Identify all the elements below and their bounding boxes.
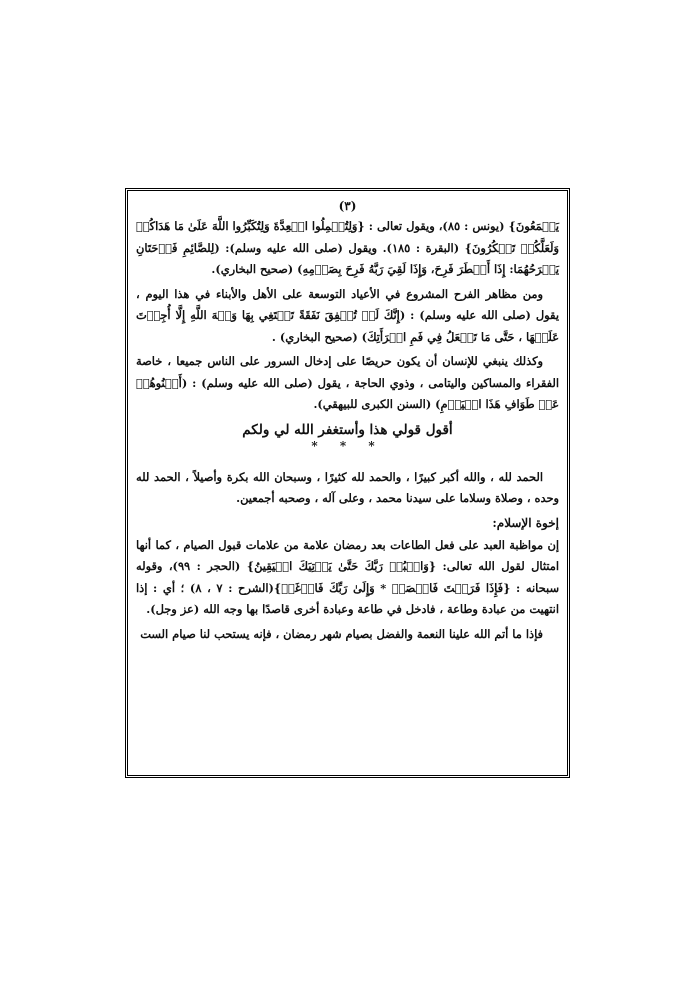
separator-stars: * * * [311,438,384,453]
paragraph-joy-to-people: وكذلك ينبغي للإنسان أن يكون حريصًا على إدخال السرور على الناس جميعا ، خاصة الفقراء والمساكين واليتامى ، وذوي الحاجة ، يقول (صلى الله عليه وسلم) : (أَغۡنُوهُمۡ عَنۡ طَوَافِ هَذَا الۡيَوۡمِ) (السنن الكبرى للبيهقي). [136,354,559,411]
paragraph-family-spending: ومن مظاهر الفرح المشروع في الأعياد التوسعة على الأهل والأبناء في هذا اليوم ، يقول (صلى الله عليه وسلم) : (إِنَّكَ لَنۡ تُنۡفِقَ نَفَقَةً تَبۡتَغِي بِهَا وَجۡهَ اللَّهِ إِلَّا أُجِرۡتَ عَلَيۡهَا ، حَتَّى مَا تَجۡعَلُ فِي فَمِ امۡرَأَتِكَ) (صحيح البخاري) . [136,286,559,344]
page-frame [125,188,570,778]
page-number: (٣) [338,199,357,213]
paragraph-continuing-worship: إن مواظبة العبد على فعل الطاعات بعد رمضان علامة من علامات قبول الصيام ، كما أنها امتثال لقول الله تعالى: {وَاعۡبُدۡ رَبَّكَ حَتَّىٰ يَأۡتِيَكَ الۡيَقِينُ} (الحجر : ٩٩)، وقوله سبحانه : {فَإِذَا فَرَغۡتَ فَانۡصَبۡ * وَإِلَىٰ رَبِّكَ فَارۡغَبۡ}(الشرح : ٧ ، ٨) ؛ أي : إذا انتهيت من عبادة وطاعة ، فادخل في طاعة وعبادة أخرى قاصدًا بها وجه الله (عز وجل). [136,537,559,616]
paragraph-six-days: فإذا ما أتم الله علينا النعمة والفضل بصيام شهر رمضان ، فإنه يستحب لنا صيام الست [140,626,543,641]
section-title: إخوة الإسلام: [492,515,559,530]
section-heading: أقول قولي هذا وأستغفر الله لي ولكم [242,421,453,438]
paragraph-hamd: الحمد لله ، والله أكبر كبيرًا ، والحمد لله كثيرًا ، وسبحان الله بكرة وأصيلاً ، الحمد لله وحده ، وصلاة وسلاما على سيدنا محمد ، وعلى آله ، وصحبه أجمعين. [136,469,559,505]
page-content [136,216,559,645]
paragraph-fitr-verses: يَجۡمَعُونَ} (يونس : ٨٥)، ويقول تعالى : {وَلِتُكۡمِلُوا الۡعِدَّةَ وَلِتُكَبِّرُوا اللَّهَ عَلَىٰ مَا هَدَاكُمۡ وَلَعَلَّكُمۡ تَشۡكُرُونَ} (البقرة : ١٨٥). ويقول (صلى الله عليه وسلم): (لِلصَّائِمِ فَرۡحَتَانِ يَفۡرَحُهُمَا: إِذَا أَفۡطَرَ فَرِحَ، وَإِذَا لَقِيَ رَبَّهُ فَرِحَ بِصَوۡمِهِ) (صحيح البخاري). [136,219,560,276]
